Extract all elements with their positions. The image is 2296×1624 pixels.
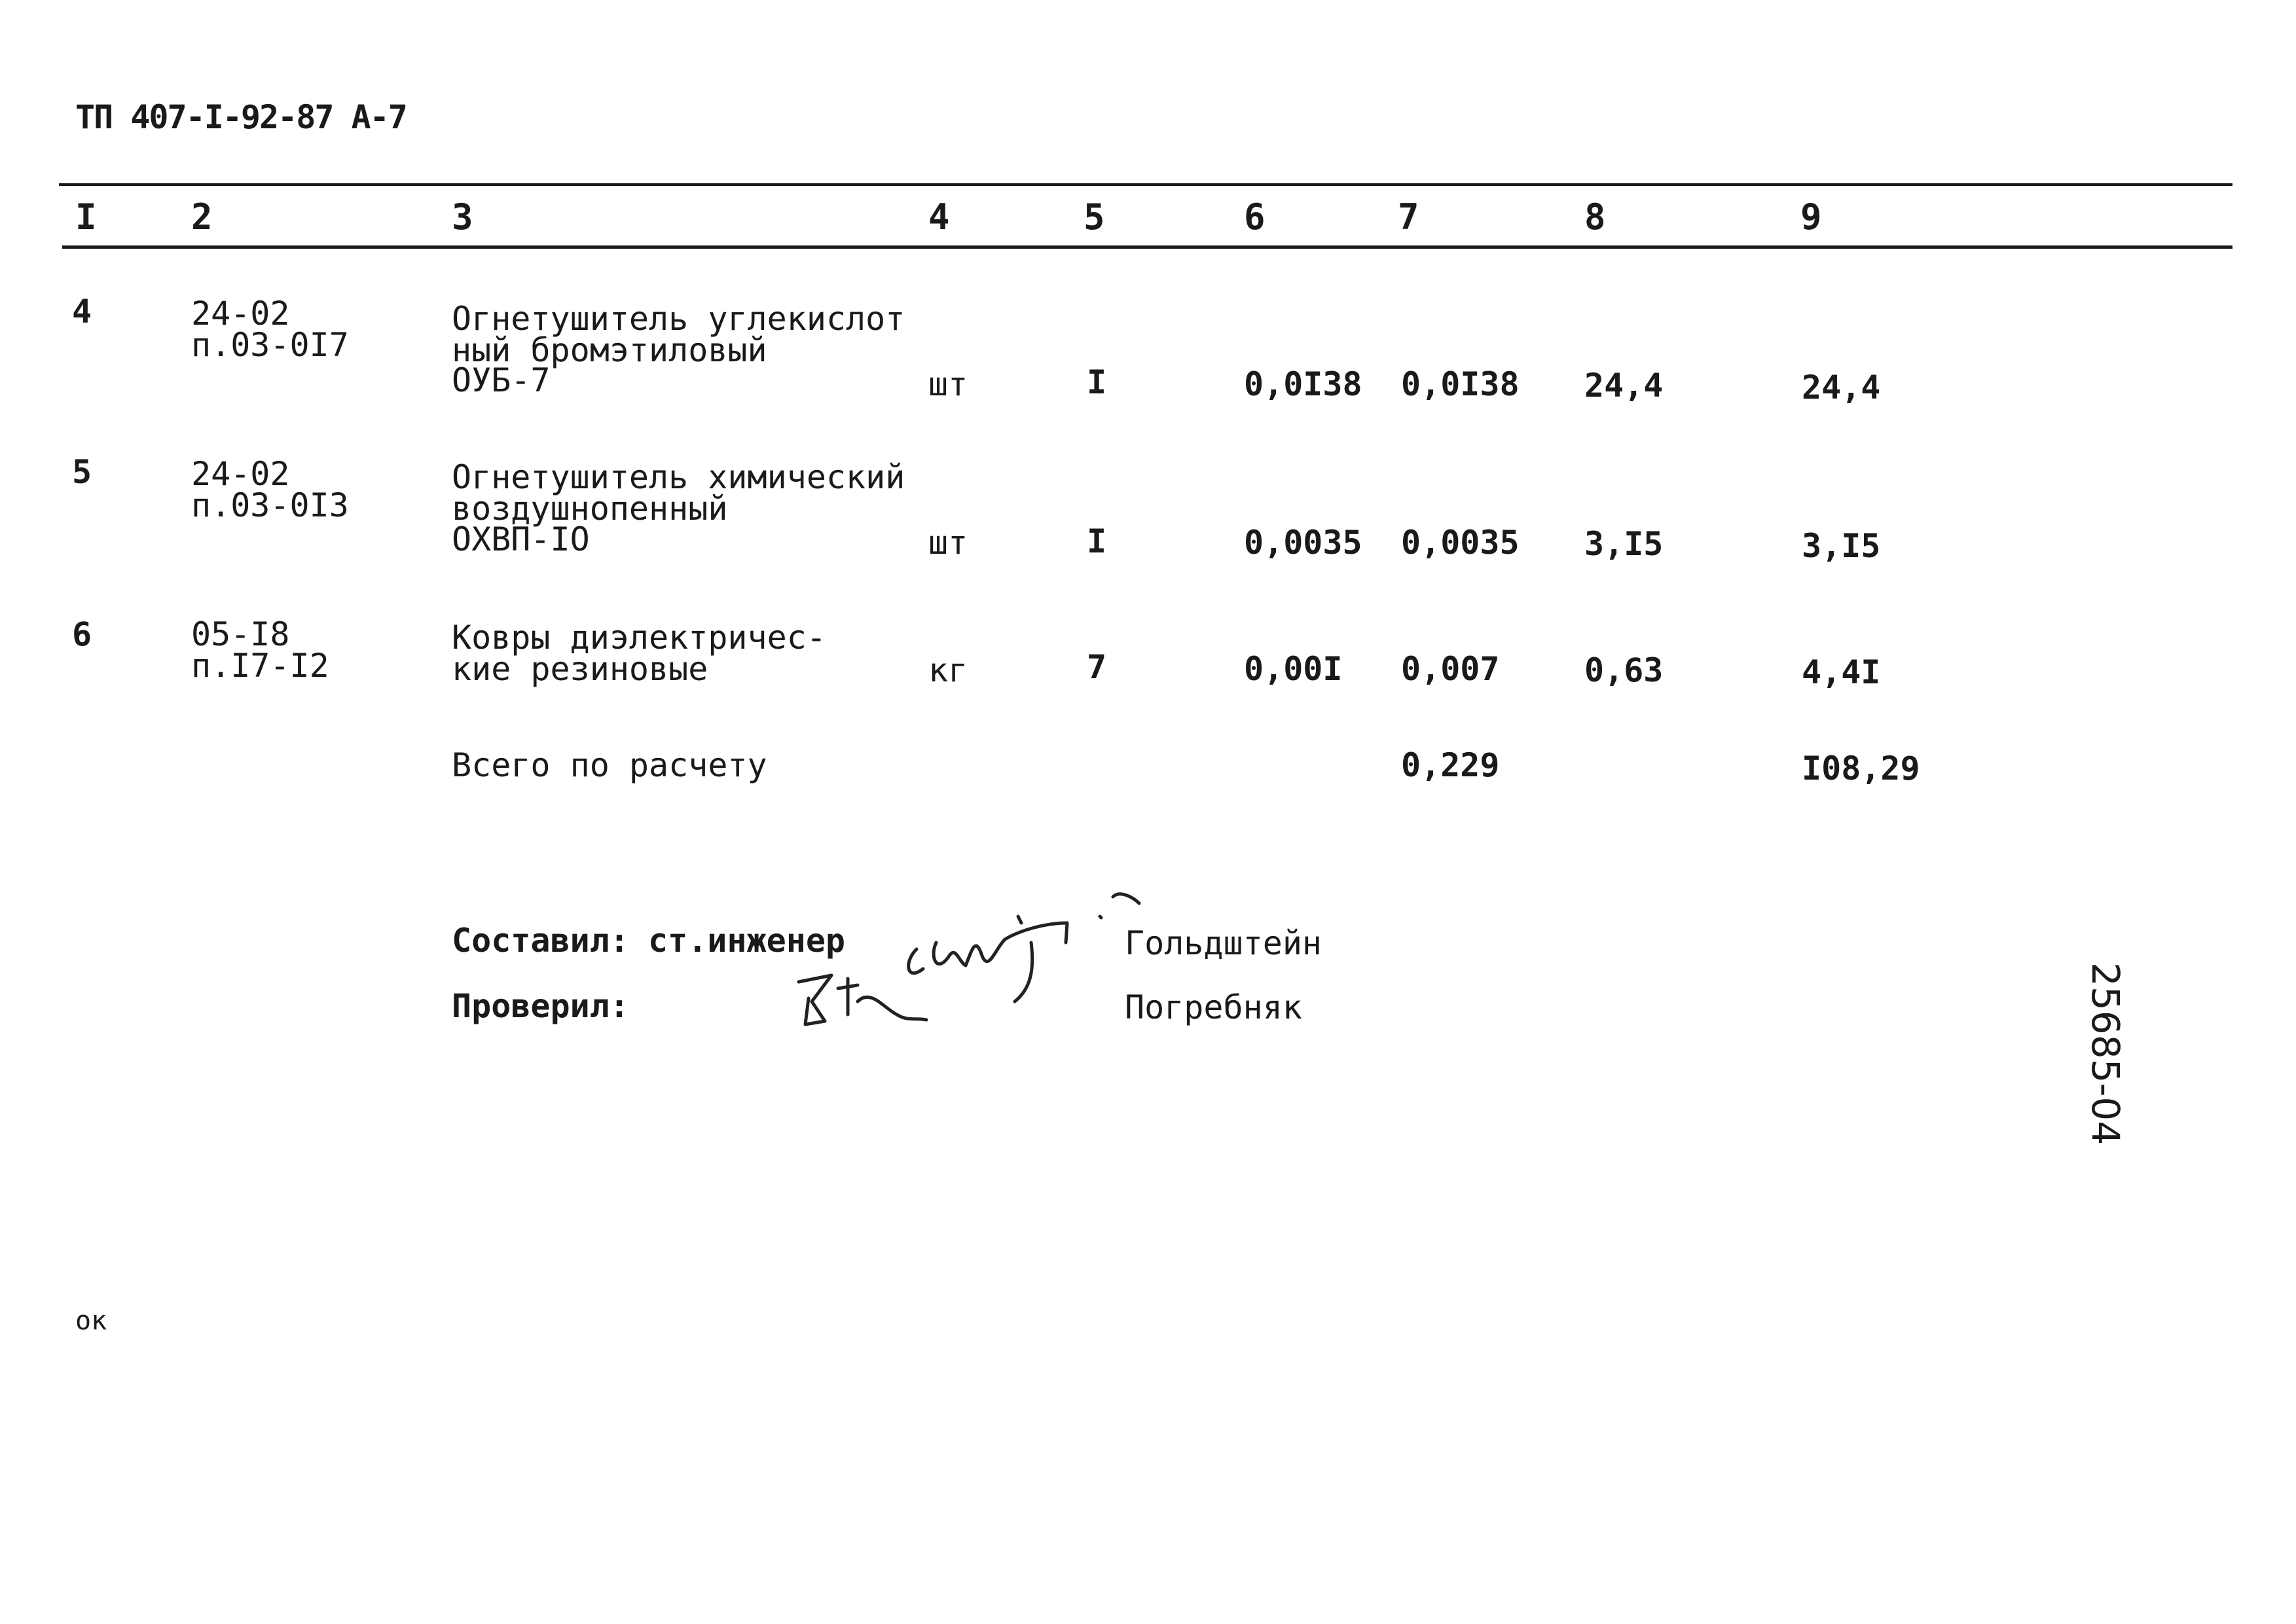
code-line-2: п.I7-I2 [191,647,329,685]
compiled-label: Составил: [452,922,629,960]
name-line-2: воздушнопенный [452,490,728,528]
code-line-1: 24-02 [191,455,290,493]
unit: шт [928,524,968,562]
total-cost: I08,29 [1802,749,1920,787]
column-header-4: 4 [928,196,950,238]
compiled-name: Гольдштейн [1125,924,1322,962]
checked-name: Погребняк [1125,988,1302,1026]
name-line-1: Огнетушитель углекислот [452,300,905,338]
unit-value: 0,0I38 [1244,365,1362,403]
unit-cost: 0,63 [1584,651,1664,689]
name-line-1: Ковры диэлектричес- [452,619,826,657]
footer-mark: ок [75,1306,107,1336]
name-line-2: ный бромэтиловый [452,331,767,369]
quantity: I [1087,522,1107,560]
handwritten-signature-checker [786,962,949,1041]
row-number: 4 [72,293,92,331]
name-line-2: кие резиновые [452,650,708,688]
total-value: 0,229 [1401,746,1500,784]
code-line-2: п.03-0I7 [191,326,349,364]
archive-number: 25685-04 [2083,962,2128,1146]
row-number: 6 [72,615,92,653]
row-number: 5 [72,453,92,491]
total-cost: 4,4I [1802,653,1881,691]
unit-value: 0,0035 [1244,524,1362,562]
column-header-5: 5 [1084,196,1105,238]
code-line-2: п.03-0I3 [191,486,349,524]
column-header-6: 6 [1244,196,1266,238]
code-line-1: 24-02 [191,295,290,333]
unit: кг [928,651,968,689]
quantity: I [1087,363,1107,401]
unit-cost: 3,I5 [1584,525,1664,563]
total-cost: 3,I5 [1802,527,1881,565]
quantity: 7 [1087,648,1107,686]
total-value: 0,007 [1401,650,1500,688]
compiled-role: ст.инженер [648,922,846,960]
column-header-7: 7 [1398,196,1419,238]
unit: шт [928,365,968,403]
column-header-3: 3 [452,196,473,238]
unit-value: 0,00I [1244,650,1343,688]
total-cost: 24,4 [1802,369,1881,406]
name-line-3: ОУБ-7 [452,361,551,399]
column-header-8: 8 [1584,196,1606,238]
total-value: 0,0035 [1401,524,1520,562]
total-label: Всего по расчету [452,746,767,784]
column-header-2: 2 [191,196,213,238]
name-line-1: Огнетушитель химический [452,458,905,496]
code-line-1: 05-I8 [191,615,290,653]
checked-label: Проверил: [452,987,629,1025]
document-code: ТП 407-I-92-87 А-7 [75,98,407,136]
table-header-rule [62,245,2232,249]
column-header-9: 9 [1800,196,1822,238]
table-top-rule [59,183,2232,186]
name-line-3: ОХВП-IO [452,520,590,558]
column-header-1: I [75,196,97,238]
total-value: 0,0I38 [1401,365,1520,403]
unit-cost: 24,4 [1584,367,1664,405]
